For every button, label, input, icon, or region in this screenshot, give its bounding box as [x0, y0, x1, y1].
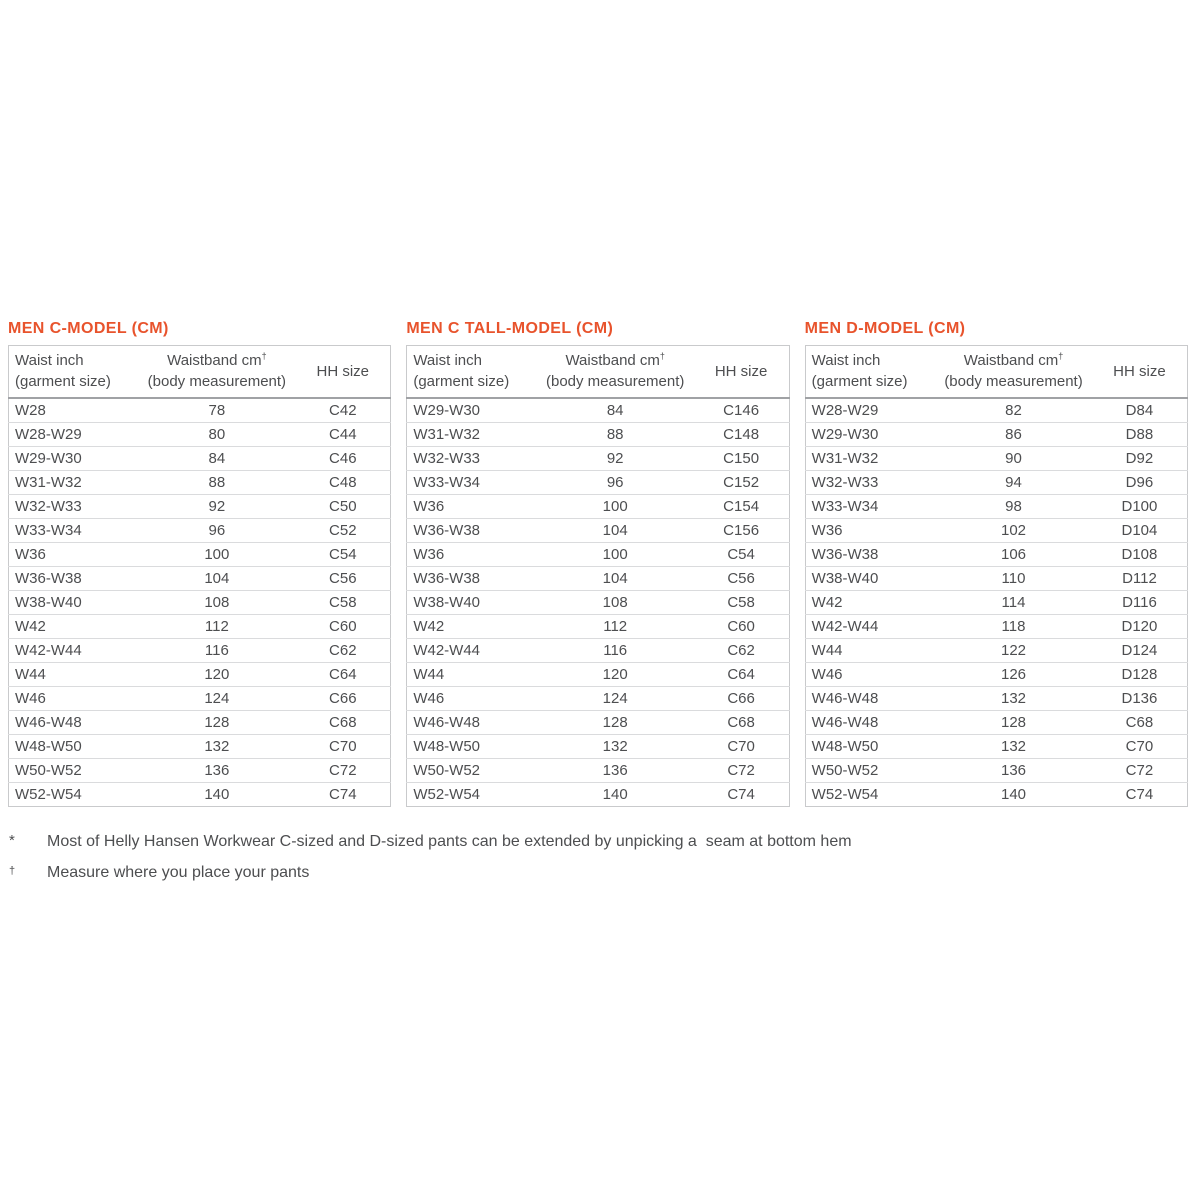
- table-row: [805, 638, 1187, 662]
- table-cell: W36-W38: [407, 518, 537, 542]
- table-cell: W42-W44: [407, 638, 537, 662]
- table-row: [9, 638, 391, 662]
- table-cell: D104: [1092, 518, 1188, 542]
- table-cell: 126: [935, 662, 1092, 686]
- table-men-c-tall-model: [406, 320, 789, 807]
- table-row: [805, 686, 1187, 710]
- table-row: [407, 782, 789, 806]
- table-cell: 128: [935, 710, 1092, 734]
- table-cell: C58: [295, 590, 391, 614]
- footnote-text: Most of Helly Hansen Workwear C-sized and D-sized pants can be extended by unpicking a seam at bottom hem: [47, 832, 852, 850]
- table-cell: 90: [935, 446, 1092, 470]
- table-cell: W33-W34: [805, 494, 935, 518]
- table-cell: D88: [1092, 422, 1188, 446]
- table-cell: 108: [537, 590, 694, 614]
- table-cell: W42: [9, 614, 139, 638]
- table-cell: 110: [935, 566, 1092, 590]
- table-row: [805, 758, 1187, 782]
- table-cell: C68: [694, 710, 790, 734]
- size-table-men-d-model: [805, 345, 1188, 807]
- table-row: [805, 542, 1187, 566]
- table-cell: D96: [1092, 470, 1188, 494]
- table-cell: 82: [1005, 401, 1022, 419]
- table-cell: 100: [537, 542, 694, 566]
- table-row: [805, 734, 1187, 758]
- dagger-marker: †: [659, 351, 665, 362]
- table-cell: 128: [138, 710, 295, 734]
- table-row: [407, 734, 789, 758]
- table-cell: W52-W54: [407, 782, 537, 806]
- table-cell: 106: [935, 542, 1092, 566]
- table-cell: 120: [138, 662, 295, 686]
- table-cell: W46: [407, 686, 537, 710]
- column-header-waistband-cm: Waistband cm† (body measurement): [537, 346, 694, 398]
- table-cell: 140: [935, 782, 1092, 806]
- table-cell: 80: [138, 422, 295, 446]
- table-cell: 102: [935, 518, 1092, 542]
- table-cell: C148: [694, 422, 790, 446]
- table-row: [9, 494, 391, 518]
- table-men-c-model: [8, 320, 391, 807]
- table-row: [805, 422, 1187, 446]
- table-cell: W33-W34: [9, 518, 139, 542]
- table-row: [9, 710, 391, 734]
- table-cell: C50: [295, 494, 391, 518]
- table-cell: W32-W33: [407, 446, 537, 470]
- table-title-men-c-tall-model: MEN C TALL-MODEL (CM): [406, 320, 614, 337]
- table-cell: C154: [694, 494, 790, 518]
- table-cell: 116: [138, 638, 295, 662]
- footnote-text: Measure where you place your pants: [47, 863, 310, 881]
- table-cell: 92: [138, 494, 295, 518]
- table-row: [805, 614, 1187, 638]
- table-row: [9, 686, 391, 710]
- table-cell: C66: [694, 686, 790, 710]
- table-row: [805, 566, 1187, 590]
- footnote-extend-hem: [9, 832, 1188, 851]
- table-cell: W36: [9, 542, 139, 566]
- table-row: [9, 758, 391, 782]
- asterisk-marker: *: [9, 831, 15, 849]
- table-row: [9, 518, 391, 542]
- table-cell: C150: [694, 446, 790, 470]
- table-cell: W42-W44: [805, 614, 935, 638]
- table-cell: D128: [1092, 662, 1188, 686]
- table-cell: 96: [138, 518, 295, 542]
- column-header-waist-inch: Waist inch (garment size): [805, 346, 935, 398]
- table-cell: W38-W40: [805, 566, 935, 590]
- table-row: [805, 782, 1187, 806]
- table-cell: W46-W48: [805, 686, 935, 710]
- table-cell: C56: [295, 566, 391, 590]
- table-cell: C54: [295, 542, 391, 566]
- table-cell: D92: [1092, 446, 1188, 470]
- table-cell: W31-W32: [9, 470, 139, 494]
- table-cell: 88: [138, 470, 295, 494]
- table-cell: 132: [138, 734, 295, 758]
- table-cell: W32-W33: [805, 470, 935, 494]
- table-row: [805, 398, 1187, 423]
- table-cell: 124: [138, 686, 295, 710]
- table-cell: C64: [295, 662, 391, 686]
- table-row: [407, 758, 789, 782]
- table-cell: 104: [537, 566, 694, 590]
- table-cell: 132: [935, 734, 1092, 758]
- size-table-men-c-model: [8, 345, 391, 807]
- table-cell: C68: [1092, 710, 1188, 734]
- table-row: [805, 518, 1187, 542]
- table-cell: 132: [935, 686, 1092, 710]
- table-cell: C146: [723, 401, 760, 419]
- column-header-waist-inch: Waist inch (garment size): [9, 346, 139, 398]
- table-cell: W48-W50: [407, 734, 537, 758]
- table-cell: C64: [694, 662, 790, 686]
- table-header: [407, 346, 789, 398]
- table-row: [407, 398, 789, 423]
- table-cell: 122: [935, 638, 1092, 662]
- table-cell: 88: [537, 422, 694, 446]
- table-cell: D116: [1092, 590, 1188, 614]
- table-cell: 94: [935, 470, 1092, 494]
- table-cell: C70: [295, 734, 391, 758]
- table-cell: C74: [1092, 782, 1188, 806]
- table-row: [407, 614, 789, 638]
- table-cell: W31-W32: [805, 446, 935, 470]
- table-cell: D112: [1092, 566, 1188, 590]
- table-row: [407, 638, 789, 662]
- table-cell: 120: [537, 662, 694, 686]
- table-cell: C70: [1092, 734, 1188, 758]
- table-cell: 136: [935, 758, 1092, 782]
- table-cell: 86: [935, 422, 1092, 446]
- table-cell: W50-W52: [805, 758, 935, 782]
- table-row: [805, 446, 1187, 470]
- table-cell: 124: [537, 686, 694, 710]
- table-title-men-c-model: MEN C-MODEL (CM): [8, 320, 169, 337]
- table-cell: 100: [537, 494, 694, 518]
- table-row: [9, 566, 391, 590]
- table-cell: W38-W40: [407, 590, 537, 614]
- dagger-marker: †: [1058, 351, 1064, 362]
- table-row: [9, 398, 391, 423]
- table-cell: W50-W52: [9, 758, 139, 782]
- table-row: [9, 662, 391, 686]
- table-row: [9, 614, 391, 638]
- table-cell: W28-W29: [9, 422, 139, 446]
- table-header: [805, 346, 1187, 398]
- table-row: [407, 446, 789, 470]
- table-cell: W36: [407, 542, 537, 566]
- table-cell: W32-W33: [9, 494, 139, 518]
- table-row: [9, 542, 391, 566]
- table-cell: W36-W38: [407, 566, 537, 590]
- column-header-waist-inch: Waist inch (garment size): [407, 346, 537, 398]
- table-cell: W52-W54: [9, 782, 139, 806]
- table-cell: W48-W50: [9, 734, 139, 758]
- table-cell: 84: [606, 401, 624, 419]
- table-cell: W44: [9, 662, 139, 686]
- table-cell: W52-W54: [805, 782, 935, 806]
- table-cell: W46-W48: [9, 710, 139, 734]
- table-cell: C72: [694, 758, 790, 782]
- table-cell: W46-W48: [407, 710, 537, 734]
- table-cell: C62: [295, 638, 391, 662]
- table-cell: C62: [694, 638, 790, 662]
- table-cell: 114: [935, 590, 1092, 614]
- table-cell: W28-W29: [811, 401, 879, 419]
- table-cell: W28: [15, 401, 46, 419]
- table-cell: W42: [407, 614, 537, 638]
- table-cell: 116: [537, 638, 694, 662]
- table-cell: C74: [295, 782, 391, 806]
- table-cell: 132: [537, 734, 694, 758]
- table-cell: C46: [295, 446, 391, 470]
- table-cell: C60: [694, 614, 790, 638]
- table-cell: W36-W38: [805, 542, 935, 566]
- dagger-marker: †: [9, 864, 16, 877]
- table-header-row: [407, 346, 789, 398]
- table-cell: W36: [805, 518, 935, 542]
- table-header-row: [9, 346, 391, 398]
- table-cell: W46: [9, 686, 139, 710]
- table-cell: C56: [694, 566, 790, 590]
- table-row: [407, 686, 789, 710]
- table-cell: C42: [329, 401, 357, 419]
- column-header-hh-size: HH size: [1092, 346, 1188, 398]
- table-cell: C58: [694, 590, 790, 614]
- table-cell: C60: [295, 614, 391, 638]
- table-row: [407, 422, 789, 446]
- table-cell: C54: [694, 542, 790, 566]
- table-cell: 104: [138, 566, 295, 590]
- table-cell: W44: [407, 662, 537, 686]
- column-header-waistband-cm: Waistband cm† (body measurement): [935, 346, 1092, 398]
- table-header-row: [805, 346, 1187, 398]
- table-row: [9, 446, 391, 470]
- table-cell: W29-W30: [413, 401, 481, 419]
- table-cell: 84: [138, 446, 295, 470]
- table-row: [9, 470, 391, 494]
- table-row: [407, 590, 789, 614]
- table-row: [9, 734, 391, 758]
- table-header: [9, 346, 391, 398]
- table-body: [9, 398, 391, 807]
- table-cell: C70: [694, 734, 790, 758]
- table-body: [805, 398, 1187, 807]
- table-cell: D100: [1092, 494, 1188, 518]
- table-cell: 128: [537, 710, 694, 734]
- table-cell: C74: [694, 782, 790, 806]
- table-cell: W29-W30: [805, 422, 935, 446]
- table-row: [407, 494, 789, 518]
- table-cell: 78: [208, 401, 226, 419]
- table-cell: 96: [537, 470, 694, 494]
- table-title-men-d-model: MEN D-MODEL (CM): [804, 320, 966, 337]
- table-body: [407, 398, 789, 807]
- table-cell: 100: [138, 542, 295, 566]
- table-cell: 98: [935, 494, 1092, 518]
- table-cell: 108: [138, 590, 295, 614]
- table-cell: W48-W50: [805, 734, 935, 758]
- table-cell: W46-W48: [805, 710, 935, 734]
- table-row: [407, 566, 789, 590]
- table-cell: 118: [935, 614, 1092, 638]
- table-row: [407, 662, 789, 686]
- table-cell: W33-W34: [407, 470, 537, 494]
- table-cell: 92: [537, 446, 694, 470]
- table-cell: W44: [805, 638, 935, 662]
- table-cell: C66: [295, 686, 391, 710]
- table-cell: W42-W44: [9, 638, 139, 662]
- table-cell: D124: [1092, 638, 1188, 662]
- column-header-waistband-cm: Waistband cm† (body measurement): [138, 346, 295, 398]
- table-cell: C156: [694, 518, 790, 542]
- table-cell: 140: [138, 782, 295, 806]
- table-row: [805, 662, 1187, 686]
- table-cell: D136: [1092, 686, 1188, 710]
- table-row: [9, 782, 391, 806]
- table-cell: 140: [537, 782, 694, 806]
- table-row: [805, 590, 1187, 614]
- table-cell: C72: [295, 758, 391, 782]
- table-cell: W46: [805, 662, 935, 686]
- table-cell: D108: [1092, 542, 1188, 566]
- table-row: [407, 710, 789, 734]
- table-cell: 112: [537, 614, 694, 638]
- table-cell: W50-W52: [407, 758, 537, 782]
- footnote-measure: [9, 863, 1188, 882]
- table-row: [805, 470, 1187, 494]
- table-cell: W38-W40: [9, 590, 139, 614]
- table-cell: 136: [537, 758, 694, 782]
- table-cell: W36: [407, 494, 537, 518]
- footnotes: [8, 832, 1188, 882]
- table-cell: D120: [1092, 614, 1188, 638]
- table-row: [805, 710, 1187, 734]
- table-cell: W36-W38: [9, 566, 139, 590]
- table-men-d-model: [805, 320, 1188, 807]
- table-row: [9, 422, 391, 446]
- table-cell: 136: [138, 758, 295, 782]
- table-row: [407, 542, 789, 566]
- table-row: [805, 494, 1187, 518]
- table-cell: C52: [295, 518, 391, 542]
- table-cell: 112: [138, 614, 295, 638]
- table-row: [407, 518, 789, 542]
- column-header-hh-size: HH size: [295, 346, 391, 398]
- table-cell: W42: [805, 590, 935, 614]
- table-cell: C44: [295, 422, 391, 446]
- table-row: [407, 470, 789, 494]
- table-cell: C152: [694, 470, 790, 494]
- table-cell: 104: [537, 518, 694, 542]
- column-header-hh-size: HH size: [694, 346, 790, 398]
- table-cell: C68: [295, 710, 391, 734]
- table-cell: W29-W30: [9, 446, 139, 470]
- tables-row: [8, 320, 1188, 807]
- table-row: [9, 590, 391, 614]
- table-cell: W31-W32: [407, 422, 537, 446]
- dagger-marker: †: [261, 351, 267, 362]
- table-cell: C72: [1092, 758, 1188, 782]
- table-cell: D84: [1125, 401, 1154, 419]
- size-table-men-c-tall-model: [406, 345, 789, 807]
- table-cell: C48: [295, 470, 391, 494]
